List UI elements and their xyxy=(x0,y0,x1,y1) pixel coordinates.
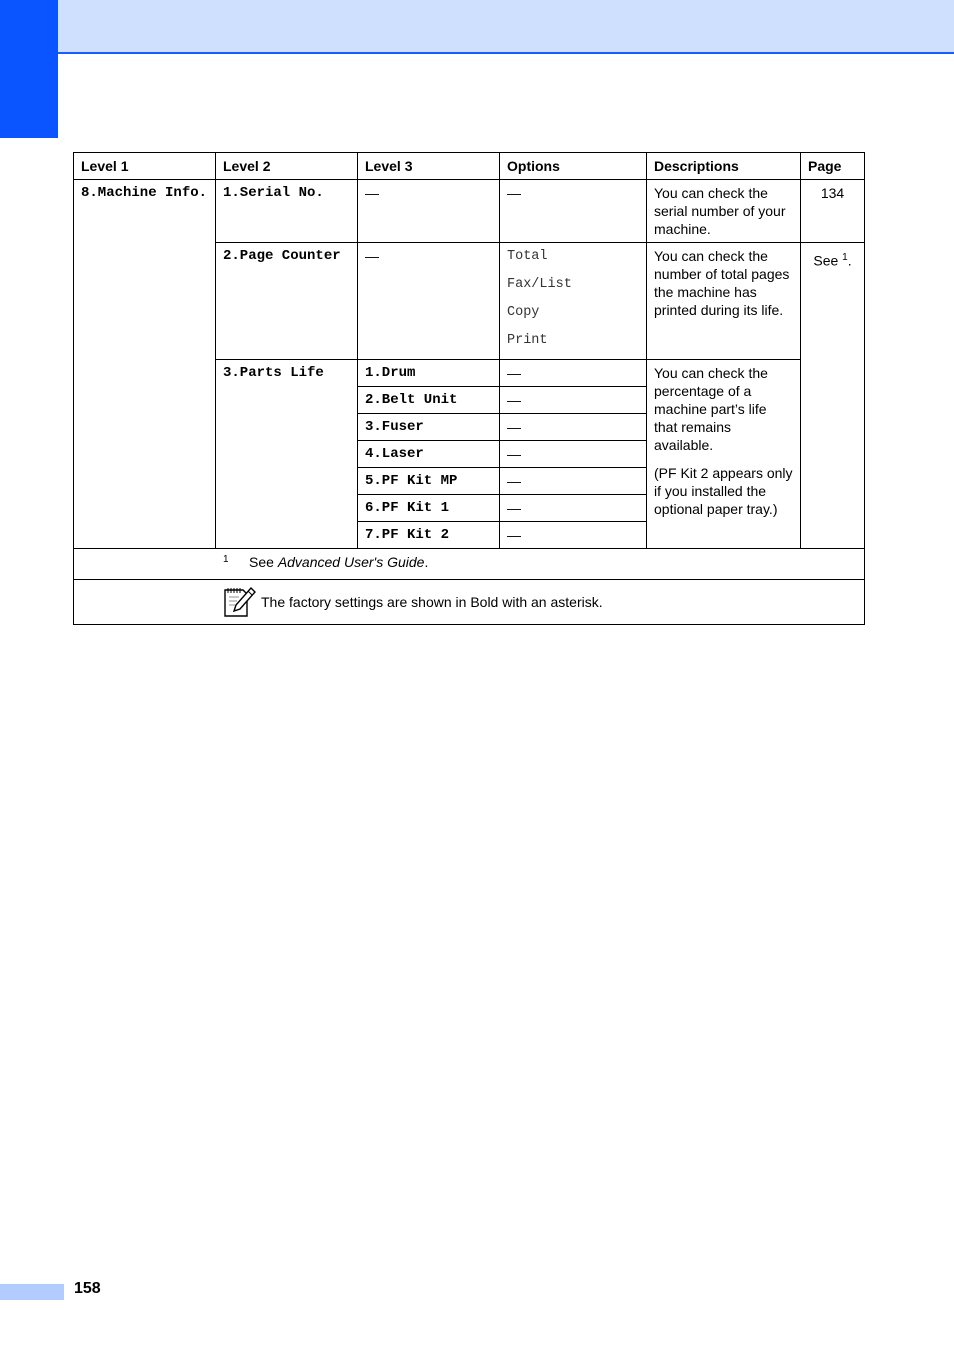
description-serial: You can check the serial number of your machine. xyxy=(647,180,801,243)
header-descriptions: Descriptions xyxy=(647,153,801,180)
options-laser: — xyxy=(500,441,647,468)
header-options: Options xyxy=(500,153,647,180)
page-serial: 134 xyxy=(801,180,865,243)
level1-cell: 8.Machine Info. xyxy=(74,180,216,549)
option-fax-list: Fax/List xyxy=(507,277,572,292)
footnote xyxy=(81,553,857,571)
footnote-row xyxy=(74,549,865,580)
options-fuser: — xyxy=(500,414,647,441)
level3-fuser: 3.Fuser xyxy=(358,414,500,441)
option-print: Print xyxy=(507,333,548,348)
menu-table xyxy=(73,152,865,625)
description-parts-life-1: You can check the percentage of a machine part’s life that remains available. xyxy=(654,365,768,453)
option-total: Total xyxy=(507,249,548,264)
chapter-tab xyxy=(0,0,58,138)
options-pf-kit-mp: — xyxy=(500,468,647,495)
footnote-number: 1 xyxy=(223,554,229,565)
note-row xyxy=(74,580,865,625)
footnote-guide-title: Advanced User's Guide xyxy=(277,554,425,570)
description-parts-life-2: (PF Kit 2 appears only if you installed the optional paper tray.) xyxy=(654,465,793,517)
options-drum: — xyxy=(500,360,647,387)
header-level3: Level 3 xyxy=(358,153,500,180)
page-number: 158 xyxy=(74,1280,101,1297)
level3-laser: 4.Laser xyxy=(358,441,500,468)
level3-pf-kit-mp: 5.PF Kit MP xyxy=(358,468,500,495)
description-parts-life xyxy=(647,360,801,549)
options-pf-kit-1: — xyxy=(500,495,647,522)
level3-drum: 1.Drum xyxy=(358,360,500,387)
note-cell xyxy=(74,580,865,625)
footnote-ref: 1 xyxy=(842,252,848,263)
page-page-counter xyxy=(801,243,865,549)
note xyxy=(81,584,857,620)
footnote-prefix: See xyxy=(249,554,278,570)
note-pencil-icon xyxy=(221,584,257,620)
level2-page-counter: 2.Page Counter xyxy=(216,243,358,360)
footnote-cell xyxy=(74,549,865,580)
options-page-counter xyxy=(500,243,647,360)
table-row xyxy=(74,180,865,243)
options-pf-kit-2: — xyxy=(500,522,647,549)
level2-parts-life: 3.Parts Life xyxy=(216,360,358,549)
page-see-text: See xyxy=(813,252,843,269)
note-text: The factory settings are shown in Bold with an asterisk. xyxy=(261,594,603,610)
level3-page-counter: — xyxy=(358,243,500,360)
level3-pf-kit-1: 6.PF Kit 1 xyxy=(358,495,500,522)
options-serial: — xyxy=(500,180,647,243)
page-see-suffix: . xyxy=(847,252,852,269)
level3-pf-kit-2: 7.PF Kit 2 xyxy=(358,522,500,549)
header-level1: Level 1 xyxy=(74,153,216,180)
footer-bar xyxy=(0,1284,64,1300)
header-page: Page xyxy=(801,153,865,180)
options-belt-unit: — xyxy=(500,387,647,414)
table-header-row xyxy=(74,153,865,180)
header-band xyxy=(0,0,954,54)
level3-belt-unit: 2.Belt Unit xyxy=(358,387,500,414)
level2-serial: 1.Serial No. xyxy=(216,180,358,243)
option-copy: Copy xyxy=(507,305,540,320)
description-page-counter: You can check the number of total pages the machine has printed during its life. xyxy=(647,243,801,360)
footnote-suffix: . xyxy=(424,554,429,570)
header-level2: Level 2 xyxy=(216,153,358,180)
level3-serial: — xyxy=(358,180,500,243)
